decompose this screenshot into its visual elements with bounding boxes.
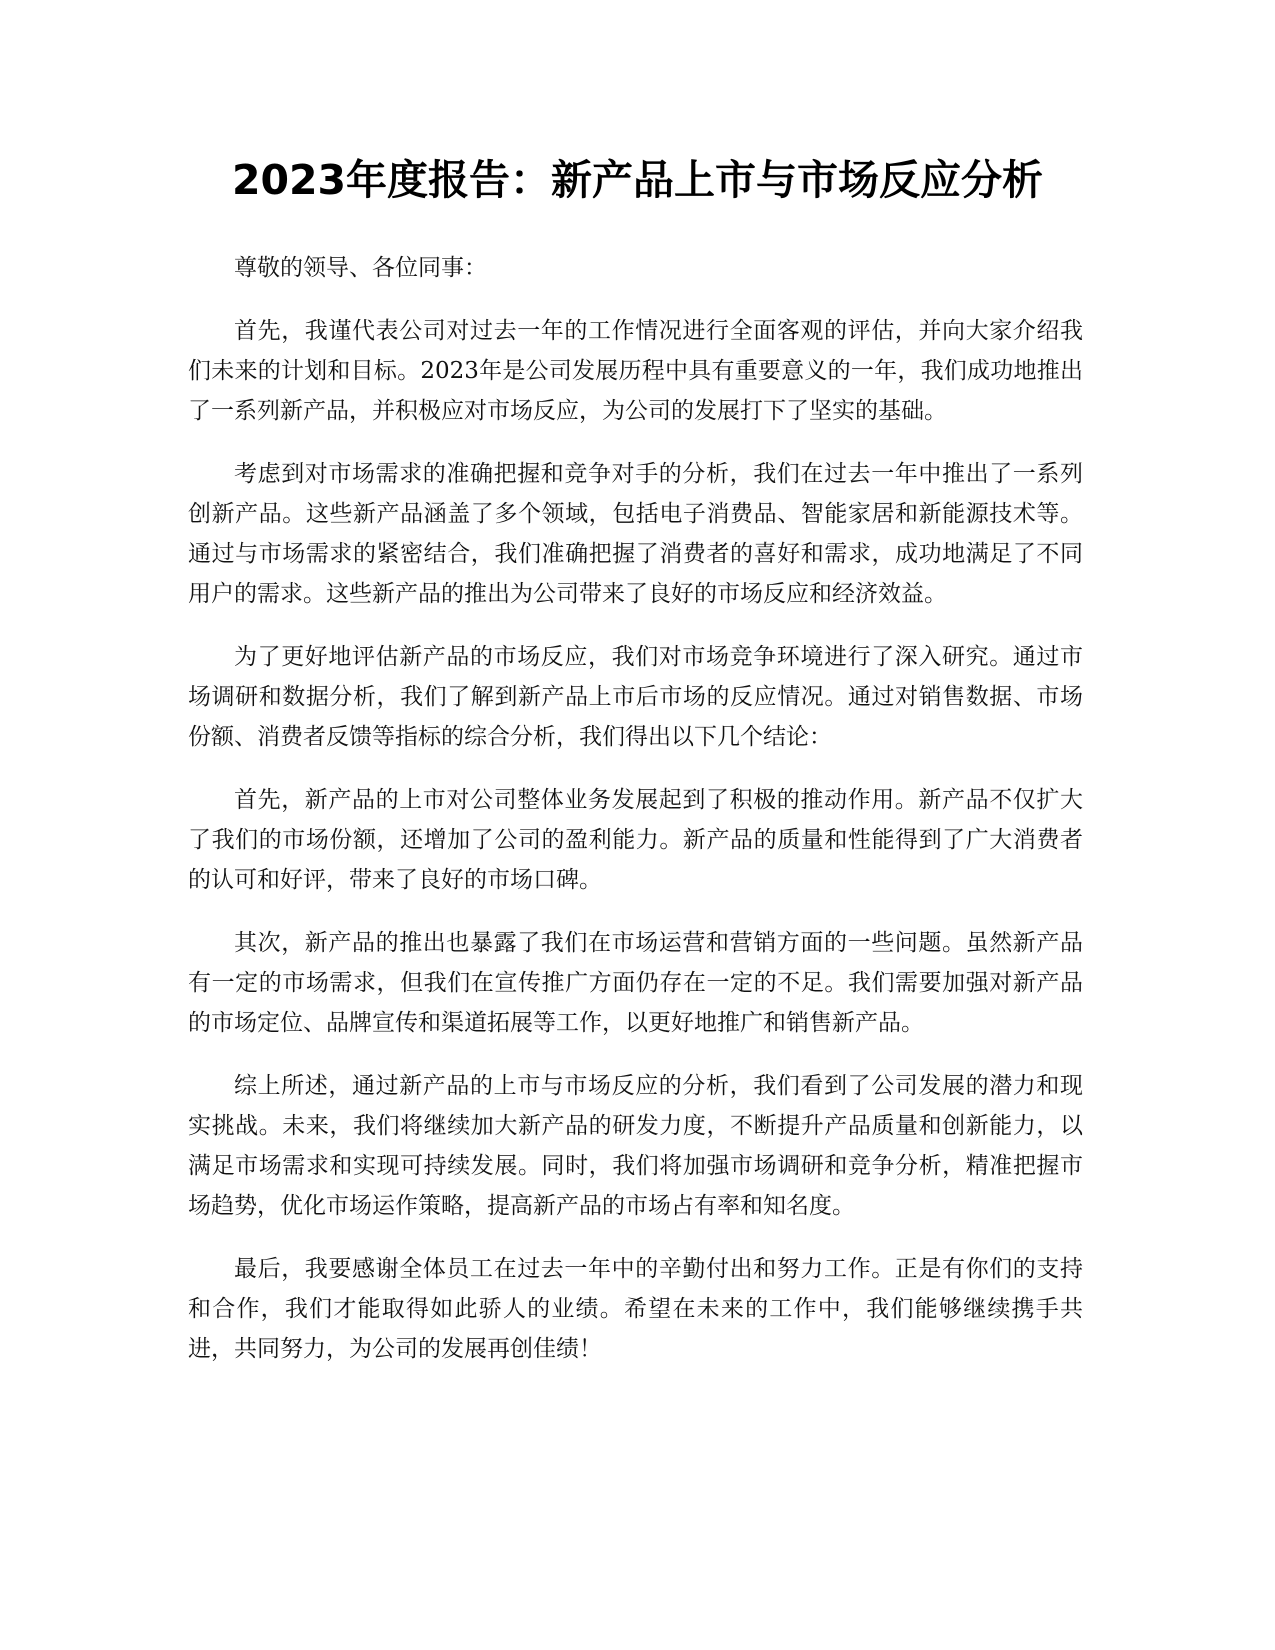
document-title: 2023年度报告：新产品上市与市场反应分析 bbox=[231, 156, 1044, 204]
conclusion-first-paragraph: 首先，新产品的上市对公司整体业务发展起到了积极的推动作用。新产品不仅扩大了我们的市场份额，还增加了公司的盈利能力。新产品的质量和性能得到了广大消费者的认可和好评，带来了良好的市场口碑。 bbox=[188, 787, 1083, 893]
conclusion-second-paragraph: 其次，新产品的推出也暴露了我们在市场运营和营销方面的一些问题。虽然新产品有一定的市场需求，但我们在宣传推广方面仍存在一定的不足。我们需要加强对新产品的市场定位、品牌宣传和渠道拓展等工作，以更好地推广和销售新产品。 bbox=[188, 930, 1083, 1036]
document-body bbox=[188, 248, 1083, 1392]
intro-paragraph: 首先，我谨代表公司对过去一年的工作情况进行全面客观的评估，并向大家介绍我们未来的计划和目标。2023年是公司发展历程中具有重要意义的一年，我们成功地推出了一系列新产品，并积极应对市场反应，为公司的发展打下了坚实的基础。 bbox=[188, 318, 1083, 424]
summary-paragraph: 综上所述，通过新产品的上市与市场反应的分析，我们看到了公司发展的潜力和现实挑战。未来，我们将继续加大新产品的研发力度，不断提升产品质量和创新能力，以满足市场需求和实现可持续发展。同时，我们将加强市场调研和竞争分析，精准把握市场趋势，优化市场运作策略，提高新产品的市场占有率和知名度。 bbox=[188, 1073, 1083, 1219]
salutation-paragraph: 尊敬的领导、各位同事： bbox=[234, 255, 487, 281]
thanks-paragraph: 最后，我要感谢全体员工在过去一年中的辛勤付出和努力工作。正是有你们的支持和合作，我们才能取得如此骄人的业绩。希望在未来的工作中，我们能够继续携手共进，共同努力，为公司的发展再创佳绩！ bbox=[188, 1256, 1083, 1362]
market-research-paragraph: 为了更好地评估新产品的市场反应，我们对市场竞争环境进行了深入研究。通过市场调研和数据分析，我们了解到新产品上市后市场的反应情况。通过对销售数据、市场份额、消费者反馈等指标的综合分析，我们得出以下几个结论： bbox=[188, 644, 1083, 750]
new-products-paragraph: 考虑到对市场需求的准确把握和竞争对手的分析，我们在过去一年中推出了一系列创新产品。这些新产品涵盖了多个领域，包括电子消费品、智能家居和新能源技术等。通过与市场需求的紧密结合，我们准确把握了消费者的喜好和需求，成功地满足了不同用户的需求。这些新产品的推出为公司带来了良好的市场反应和经济效益。 bbox=[188, 461, 1083, 607]
